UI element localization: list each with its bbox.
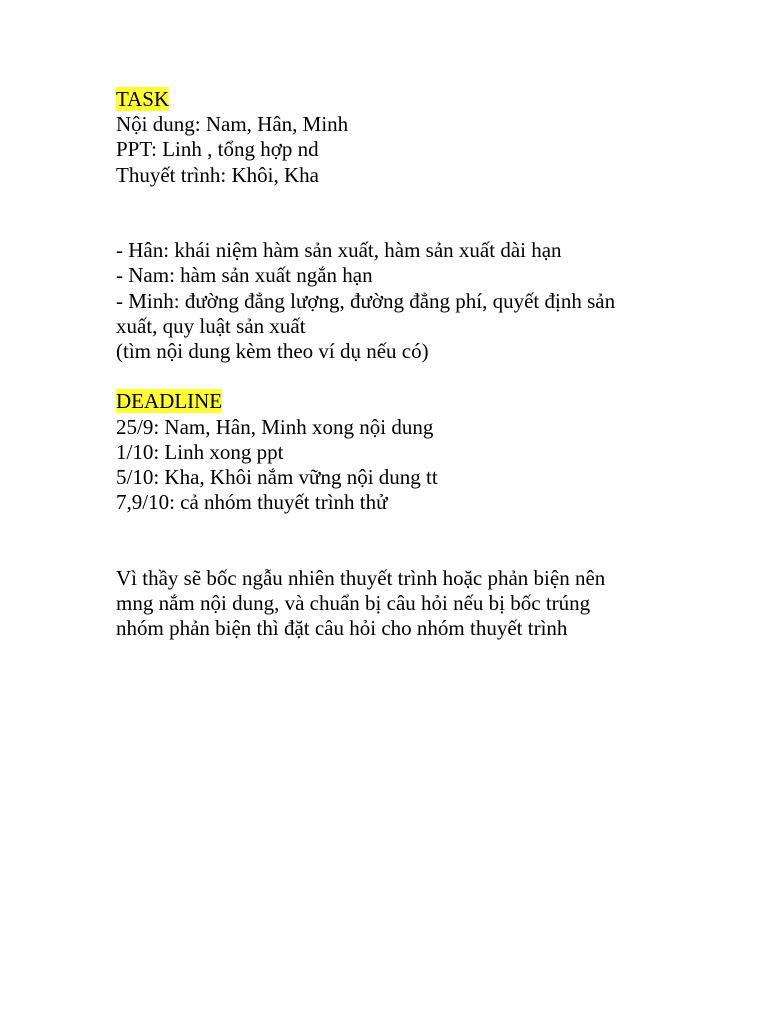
- document-page: [116, 87, 656, 641]
- spacer: [116, 515, 656, 565]
- deadline-line-4: 7,9/10: cả nhóm thuyết trình thử: [116, 490, 388, 515]
- assignments-section: [116, 238, 656, 364]
- assignment-line-nam: - Nam: hàm sản xuất ngắn hạn: [116, 263, 373, 288]
- spacer: [116, 188, 656, 238]
- assignment-note: (tìm nội dung kèm theo ví dụ nếu có): [116, 339, 429, 364]
- assignment-line-minh: - Minh: đường đẳng lượng, đường đẳng phí, quyết định sản xuất, quy luật sản xuất: [116, 288, 616, 338]
- deadline-heading: DEADLINE: [116, 389, 223, 414]
- note-paragraph: Vì thầy sẽ bốc ngẫu nhiên thuyết trình hoặc phản biện nên mng nắm nội dung, và chuẩn bị câu hỏi nếu bị bốc trúng nhóm phản biện thì đặt câu hỏi cho nhóm thuyết trình: [116, 565, 606, 641]
- spacer: [116, 364, 656, 389]
- assignment-line-han: - Hân: khái niệm hàm sản xuất, hàm sản xuất dài hạn: [116, 238, 562, 263]
- deadline-line-1: 25/9: Nam, Hân, Minh xong nội dung: [116, 414, 434, 439]
- deadline-line-3: 5/10: Kha, Khôi nắm vững nội dung tt: [116, 465, 438, 490]
- deadline-section: [116, 389, 656, 515]
- deadline-line-2: 1/10: Linh xong ppt: [116, 439, 284, 464]
- task-line-content: Nội dung: Nam, Hân, Minh: [116, 112, 349, 137]
- task-section: [116, 87, 656, 188]
- task-heading: TASK: [116, 87, 170, 111]
- task-line-ppt: PPT: Linh , tổng hợp nd: [116, 137, 319, 162]
- note-section: [116, 566, 656, 642]
- task-line-presentation: Thuyết trình: Khôi, Kha: [116, 162, 319, 187]
